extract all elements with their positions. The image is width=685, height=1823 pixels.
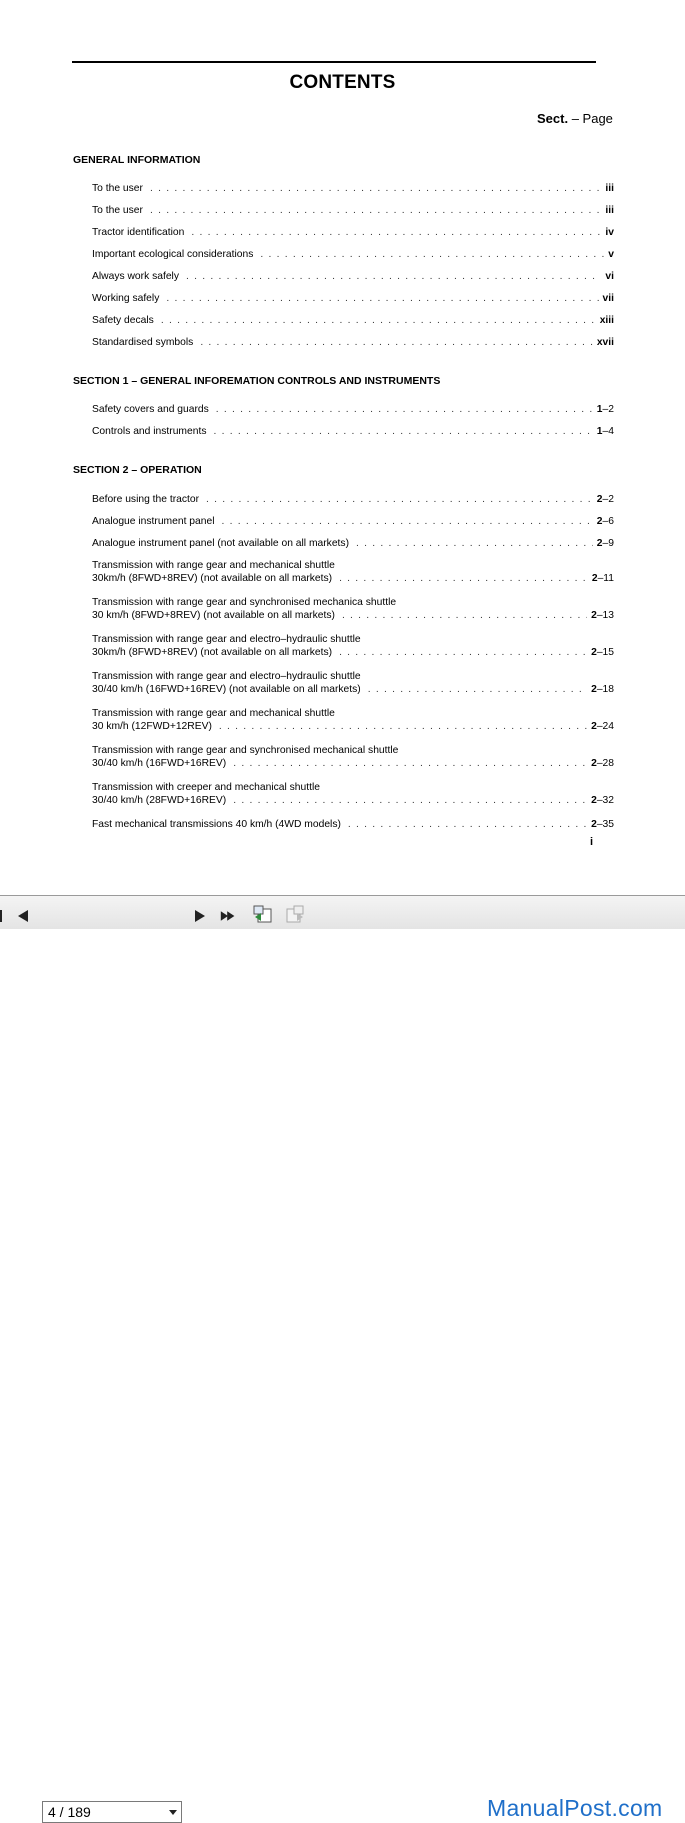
toc-entry-text: 30 km/h (12FWD+12REV) <box>92 721 212 732</box>
toc-entry-page <box>597 515 614 528</box>
toc-entry-text: Safety decals <box>92 315 154 326</box>
toc-entry[interactable] <box>92 336 614 349</box>
toc-entry-section-number: 2 <box>596 538 603 549</box>
dot-leader <box>150 204 601 217</box>
top-rule <box>72 61 596 63</box>
toc-entry[interactable] <box>92 204 614 217</box>
toc-entry[interactable] <box>92 493 614 506</box>
dot-leader <box>222 515 593 528</box>
toc-entry-page <box>603 292 614 305</box>
toc-entry-page-number: –35 <box>596 819 614 830</box>
toc-entry-text: Controls and instruments <box>92 426 207 437</box>
toc-entry-section-number: 1 <box>596 404 603 415</box>
dot-leader <box>161 314 596 327</box>
toc-entry-section-number: 2 <box>591 610 597 621</box>
toc-entry-text: 30/40 km/h (16FWD+16REV) (not available on all markets) <box>92 684 361 695</box>
toc-entry-page-number: –13 <box>596 610 614 621</box>
chevron-down-icon[interactable] <box>169 1810 177 1815</box>
toc-entry-text: Always work safely <box>92 271 179 282</box>
footer-page-number: i <box>590 836 594 848</box>
toc-entry-section-number: 2 <box>591 758 597 769</box>
toc-entry-page-number: –18 <box>596 684 614 695</box>
toc-entry-text: 30/40 km/h (16FWD+16REV) <box>92 758 227 769</box>
toc-entry-page <box>591 683 614 696</box>
section-heading: GENERAL INFORMATION <box>73 154 201 166</box>
toc-entry-page-number: –24 <box>596 721 614 732</box>
dot-leader <box>206 493 593 506</box>
page-label: Page <box>582 111 613 126</box>
toc-entry-text: Working safely <box>92 293 160 304</box>
section-heading: SECTION 2 – OPERATION <box>73 464 202 476</box>
toc-entry-section-number: 2 <box>591 647 597 658</box>
toc-entry-page-number: –28 <box>596 758 614 769</box>
toc-entry-page-number: iii <box>605 205 614 216</box>
toc-entry[interactable] <box>92 292 614 305</box>
dot-leader <box>233 757 587 770</box>
toc-entry-page <box>597 425 614 438</box>
toc-entry-section-number: 2 <box>596 516 603 527</box>
toc-entry[interactable] <box>92 226 614 239</box>
dot-leader <box>339 646 587 659</box>
toc-entry-page-number: –9 <box>602 538 614 549</box>
toc-entry-title-line: Transmission with range gear and synchronised mechanica shuttle <box>92 597 397 608</box>
toc-entry-section-number: 2 <box>596 494 603 505</box>
toc-entry-page <box>608 248 614 261</box>
toc-entry-title-line: Transmission with range gear and electro–hydraulic shuttle <box>92 671 361 682</box>
toc-entry-text: Standardised symbols <box>92 337 194 348</box>
toc-entry-title-line: Transmission with range gear and synchronised mechanical shuttle <box>92 745 399 756</box>
dot-leader <box>191 226 601 239</box>
toc-entry-title-line: Transmission with range gear and mechanical shuttle <box>92 708 335 719</box>
dot-leader <box>260 248 604 261</box>
dot-leader <box>219 720 587 733</box>
dot-leader <box>368 683 587 696</box>
toc-entry-text: 30km/h (8FWD+8REV) (not available on all markets) <box>92 647 333 658</box>
toc-entry-text: Analogue instrument panel <box>92 516 215 527</box>
toc-entry-text: 30/40 km/h (28FWD+16REV) <box>92 795 227 806</box>
toc-entry-page-number: iv <box>605 227 614 238</box>
toc-entry[interactable] <box>92 425 614 438</box>
toc-entry-page <box>600 314 614 327</box>
toc-entry[interactable] <box>92 182 614 195</box>
toc-entry-text: Fast mechanical transmissions 40 km/h (4WD models) <box>92 819 341 830</box>
toc-entry-section-number: 2 <box>591 573 598 584</box>
dot-leader <box>216 403 593 416</box>
toc-entry[interactable] <box>92 781 614 807</box>
toc-entry-text: Safety covers and guards <box>92 404 209 415</box>
toc-entry-page-number: –15 <box>596 647 614 658</box>
section-heading: SECTION 1 – GENERAL INFOREMATION CONTROLS AND INSTRUMENTS <box>73 375 441 387</box>
toc-entry-title-line: Transmission with range gear and electro–hydraulic shuttle <box>92 634 361 645</box>
toc-entry[interactable] <box>92 633 614 659</box>
toc-entry-text: Tractor identification <box>92 227 185 238</box>
toc-entry-section-number: 2 <box>591 684 597 695</box>
brand-watermark: ManualPost.com <box>487 1795 663 1821</box>
toc-entry-page <box>591 757 614 770</box>
next-page-icon[interactable] <box>192 908 208 924</box>
toc-entry-page-number: xvii <box>596 337 614 348</box>
toc-entry-page <box>605 204 614 217</box>
toc-entry-page-number: vii <box>602 293 614 304</box>
document-page <box>0 0 685 895</box>
toc-entry-page <box>597 336 614 349</box>
toc-entry-page <box>592 572 614 585</box>
toc-entry-page <box>597 493 614 506</box>
toc-entry[interactable] <box>92 314 614 327</box>
sect-label: Sect. <box>537 111 569 126</box>
toc-entry-title-line: Transmission with range gear and mechanical shuttle <box>92 560 335 571</box>
dot-leader <box>200 336 593 349</box>
page-indicator: 4 / 189 <box>48 1804 91 1820</box>
page-number-select[interactable] <box>42 1801 182 1823</box>
previous-page-icon[interactable] <box>15 908 31 924</box>
toc-entry[interactable] <box>92 818 614 831</box>
toc-entry-page <box>591 609 614 622</box>
previous-view-icon[interactable] <box>252 905 274 925</box>
next-view-icon[interactable] <box>284 905 306 925</box>
toc-entry-page <box>591 818 614 831</box>
toc-entry-section-number: 1 <box>596 426 603 437</box>
toc-entry[interactable] <box>92 515 614 528</box>
page-title: CONTENTS <box>289 72 396 93</box>
toc-entry[interactable] <box>92 744 614 770</box>
toc-entry-page-number: –2 <box>602 494 614 505</box>
dot-leader <box>339 572 588 585</box>
toc-entry-section-number: 2 <box>591 819 597 830</box>
toc-entry-page-number: –32 <box>596 795 614 806</box>
toc-entry-page <box>605 182 614 195</box>
toc-entry[interactable] <box>92 670 614 696</box>
dot-leader <box>348 818 587 831</box>
toc-entry-text: To the user <box>92 205 143 216</box>
toc-entry-text: To the user <box>92 183 143 194</box>
toc-entry-section-number: 2 <box>591 721 597 732</box>
dot-leader <box>233 794 587 807</box>
toc-entry-text: Analogue instrument panel (not available on all markets) <box>92 538 349 549</box>
toc-entry[interactable] <box>92 270 614 283</box>
dot-leader <box>186 270 601 283</box>
sect-page-header <box>537 111 613 126</box>
toc-entry-page-number: v <box>608 249 614 260</box>
toc-entry-text: Important ecological considerations <box>92 249 254 260</box>
toc-entry-page-number: –2 <box>602 404 614 415</box>
toc-entry[interactable] <box>92 403 614 416</box>
last-page-icon[interactable] <box>220 908 236 924</box>
dot-leader <box>213 425 592 438</box>
toc-entry-text: 30 km/h (8FWD+8REV) (not available on all markets) <box>92 610 335 621</box>
dot-leader <box>356 537 593 550</box>
dot-leader <box>342 609 587 622</box>
toc-entry-page <box>591 646 614 659</box>
sect-separator: – <box>568 111 583 126</box>
toc-entry-text: 30km/h (8FWD+8REV) (not available on all markets) <box>92 573 333 584</box>
toc-entry-page-number: vi <box>605 271 614 282</box>
toc-entry-page-number: –4 <box>602 426 614 437</box>
toc-entry-text: Before using the tractor <box>92 494 200 505</box>
toc-entry-page-number: –11 <box>597 573 614 584</box>
toc-entry[interactable] <box>92 248 614 261</box>
toc-entry-page <box>591 720 614 733</box>
toc-entry-page <box>597 537 614 550</box>
toc-entry-title-line: Transmission with creeper and mechanical shuttle <box>92 782 320 793</box>
toc-entry-page <box>605 270 614 283</box>
toc-entry[interactable] <box>92 596 614 622</box>
first-page-icon[interactable] <box>0 908 16 924</box>
toc-entry[interactable] <box>92 559 614 585</box>
dot-leader <box>150 182 601 195</box>
dot-leader <box>166 292 598 305</box>
toc-entry-page <box>591 794 614 807</box>
viewer-toolbar <box>0 895 685 1821</box>
toc-entry-page-number: xiii <box>599 315 614 326</box>
toc-entry-page <box>597 403 614 416</box>
toc-entry[interactable] <box>92 537 614 550</box>
toc-entry-page-number: –6 <box>602 516 614 527</box>
toc-entry-page-number: iii <box>605 183 614 194</box>
toc-entry[interactable] <box>92 707 614 733</box>
toc-entry-section-number: 2 <box>591 795 597 806</box>
toc-entry-page <box>605 226 614 239</box>
